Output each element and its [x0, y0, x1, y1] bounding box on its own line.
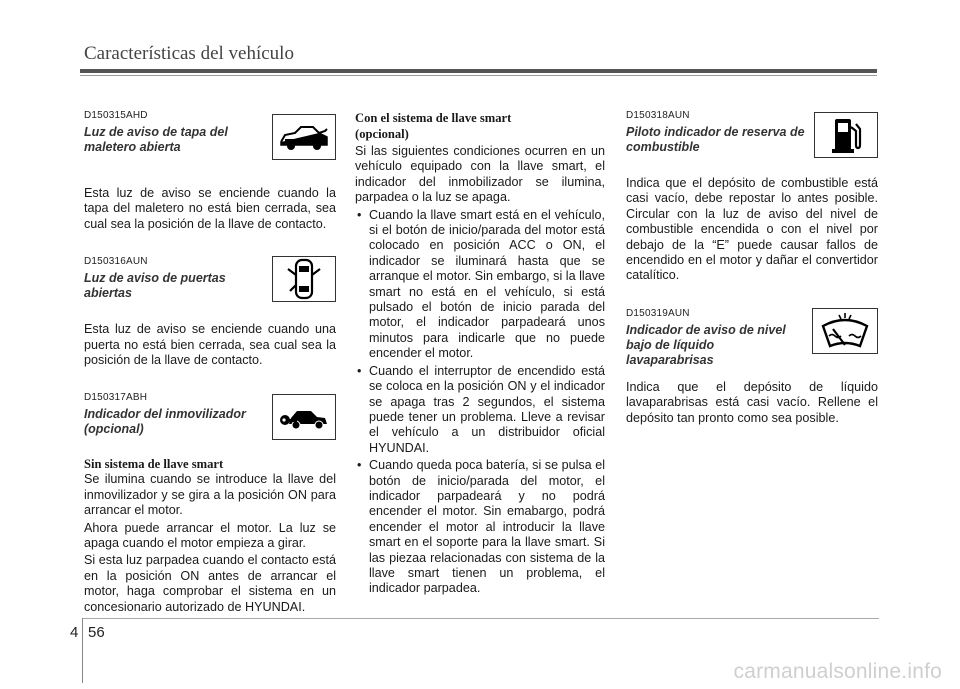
- section-immobilizer: [84, 392, 336, 452]
- smart-key-intro: Si las siguientes condiciones ocurren en un vehículo equipado con la llave smart, el indicador del inmobilizador se ilumina, parpadea o la luz se apaga.: [355, 144, 605, 205]
- header-rule: [80, 69, 877, 73]
- column-middle: [355, 110, 605, 597]
- section-body: Esta luz de aviso se enciende cuando una puerta no está bien cerrada, sea cual sea la posición de la llave de contacto.: [84, 322, 336, 368]
- column-right: [626, 110, 878, 426]
- section-doors-open: [84, 256, 336, 316]
- section-code: D150315AHD: [84, 110, 148, 121]
- section-code: D150317ABH: [84, 392, 148, 404]
- section-code: D150318AUN: [626, 110, 690, 121]
- section-body: Esta luz de aviso se enciende cuando la tapa del maletero no está bien cerrada, sea cual sea la posición de la llave de contacto.: [84, 186, 336, 231]
- list-item: • Cuando la llave smart está en el vehículo, si el botón de inicio/parada del motor está colocado en posición ACC o ON, el indicador se iluminará hasta que se arranque el motor. Sin embargo, si la llave smart no está en el vehículo, si está pulsado el botón de inicio parada del motor, el indicador parpadeará unos minutos para indicarle que no puede encender el motor.: [355, 208, 605, 362]
- section-title: Luz de aviso de puertas abiertas: [84, 271, 226, 301]
- section-body: Indica que el depósito de líquido lavaparabrisas está casi vacío. Rellene el depósito tan pronto como sea posible.: [626, 379, 878, 425]
- fuel-pump-icon: [814, 112, 878, 158]
- footer-rule: [82, 618, 879, 619]
- smart-key-bullets: [355, 208, 605, 597]
- watermark: carmanualsonline.info: [733, 660, 942, 683]
- section-fuel-reserve: [626, 110, 878, 170]
- column-left: [84, 110, 336, 615]
- page-number: 56: [88, 624, 105, 641]
- section-title: Indicador de aviso de nivel bajo de líquido lavaparabrisas: [626, 322, 786, 367]
- smart-key-heading-optional: (opcional): [355, 127, 409, 141]
- section-code: D150319AUN: [626, 307, 690, 319]
- list-item: • Cuando queda poca batería, si se pulsa el botón de inicio/parada del motor, el indicador parpadeará y no podrá encender el motor. Sin emabargo, podrá encender el motor al introducir la llave smart en el soporte para la llave smart. Si las piezaa relacionadas con sistema de la llave smart tienen un problema, el indicador parpadea.: [355, 458, 605, 597]
- trunk-open-icon: [272, 114, 336, 160]
- subheading: Sin sistema de llave smart: [84, 457, 224, 472]
- section-title: Luz de aviso de tapa del maletero abierta: [84, 125, 228, 154]
- section-body: Indica que el depósito de combustible está casi vacío, debe repostar lo antes posible. Circular con la luz de aviso del nivel de combustible encendida o con el nivel por debajo de la “E” puede causar fallos de encendido en el motor y dañar el convertidor catalítico.: [626, 176, 878, 283]
- smart-key-heading: Con el sistema de llave smart: [355, 111, 512, 125]
- paragraph: Si esta luz parpadea cuando el contacto está en la posición ON antes de arrancar el motor, haga comprobar el sistema en un concesionario autorizado de HYUNDAI.: [84, 553, 336, 614]
- list-item: • Cuando el interruptor de encendido está se coloca en la posición ON y el indicador se apaga tras 2 segundos, el sistema puede tener un problema. Lleve a revisar el vehículo a un distribuidor oficial HYUNDAI.: [355, 364, 605, 456]
- section-washer-fluid: [626, 308, 878, 374]
- section-title: Piloto indicador de reserva de combustible: [626, 125, 805, 154]
- page-header-title: Características del vehículo: [84, 43, 294, 64]
- paragraph: Ahora puede arrancar el motor. La luz se apaga cuando el motor empieza a girar.: [84, 520, 336, 551]
- section-trunk-open: [84, 110, 336, 180]
- header-rule-thin: [80, 75, 877, 76]
- section-title: Indicador del inmovilizador (opcional): [84, 407, 246, 437]
- section-code: D150316AUN: [84, 256, 148, 268]
- chapter-number: 4: [70, 624, 79, 641]
- paragraph: Se ilumina cuando se introduce la llave del inmovilizador y se gira a la posición ON para arrancar el motor.: [84, 472, 336, 518]
- door-open-icon: [272, 256, 336, 302]
- immobilizer-key-car-icon: [272, 394, 336, 440]
- washer-fluid-icon: [812, 308, 878, 354]
- footer-divider: [82, 618, 83, 683]
